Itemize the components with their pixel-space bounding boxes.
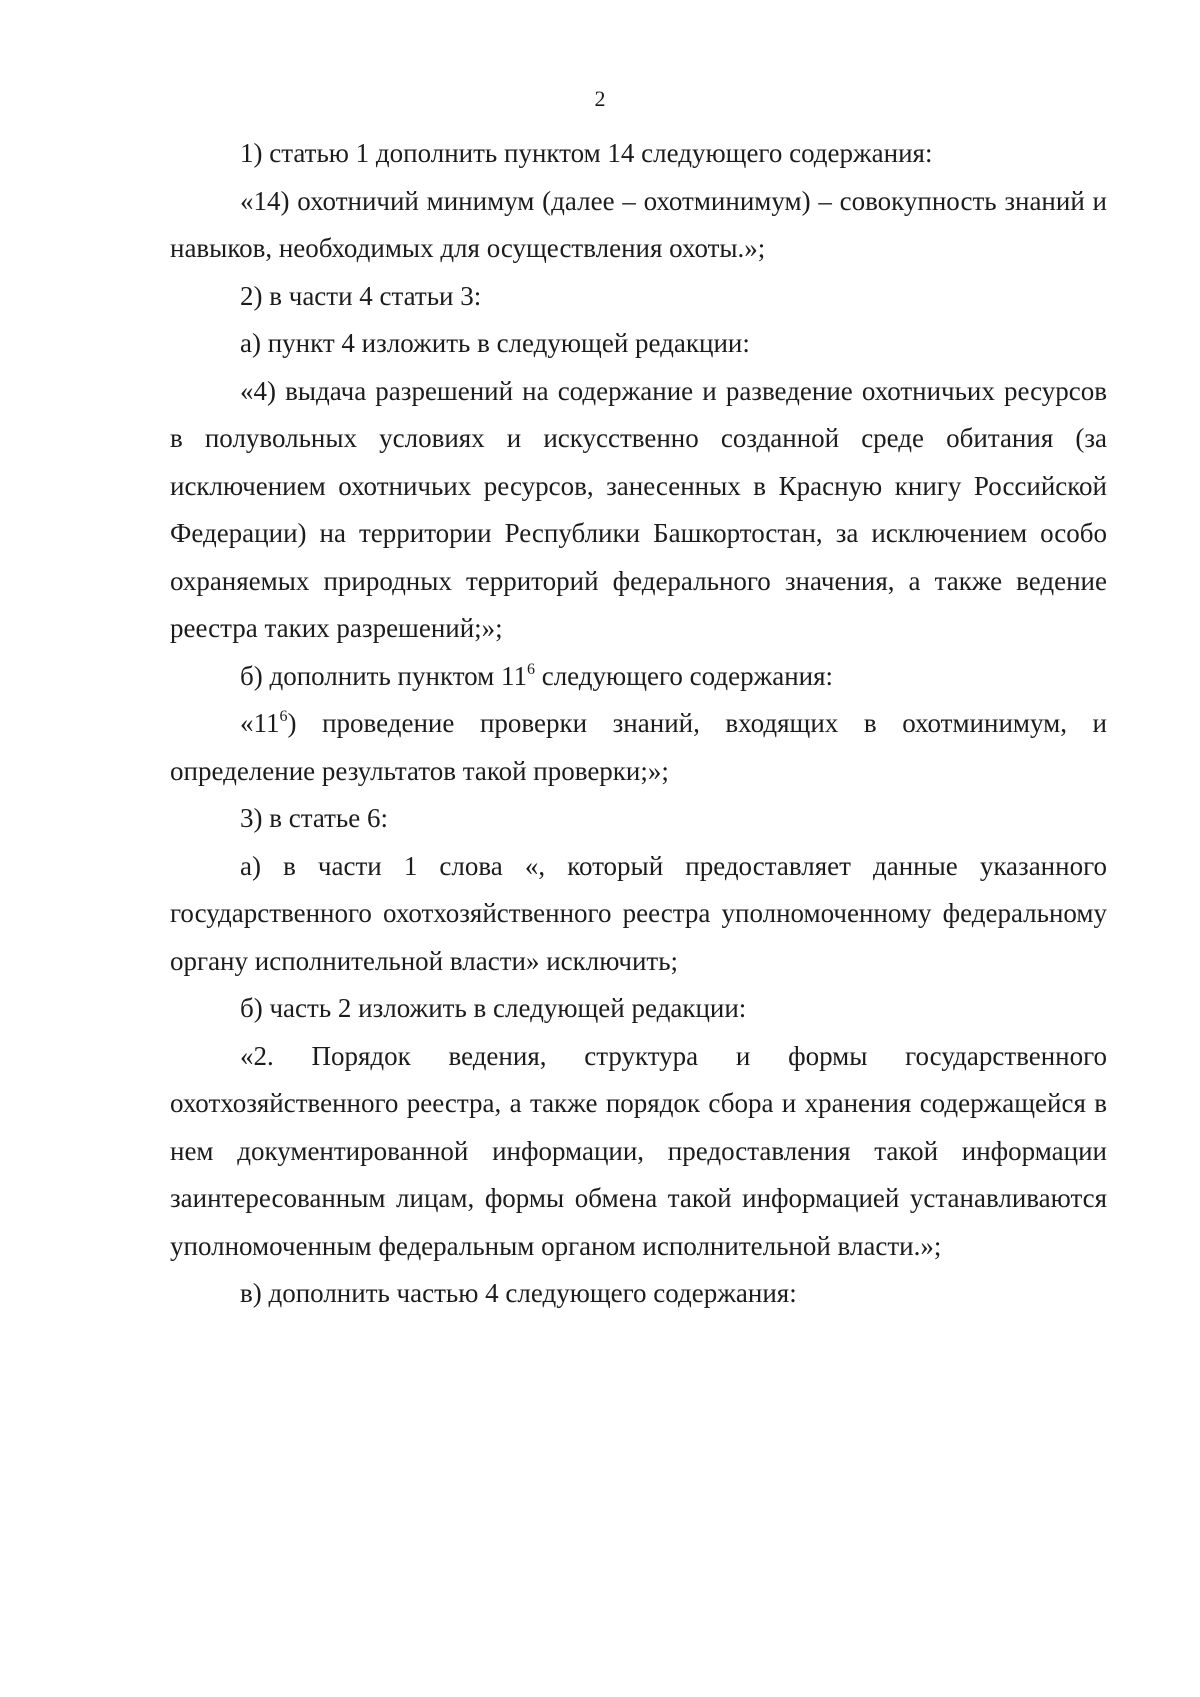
page-number: 2 bbox=[594, 86, 606, 111]
paragraph-amend-article-1: 1) статью 1 дополнить пунктом 14 следующего содержания: bbox=[240, 138, 933, 168]
paragraph-article-6-part-1: а) в части 1 слова «, который предоставляет данные указанного государственного охотхозяйственного реестра уполномоченному федеральному органу исполнительной власти» исключить; bbox=[170, 850, 1107, 976]
superscript: 6 bbox=[526, 660, 535, 678]
paragraph-part: следующего содержания: bbox=[534, 660, 834, 691]
paragraph-point-14-definition: «14) охотничий минимум (далее – охотминимум) – совокупность знаний и навыков, необходимых для осуществления охоты.»; bbox=[170, 185, 1107, 263]
paragraph-article-6-part-2-text: «2. Порядок ведения, структура и формы государственного охотхозяйственного реестра, а также порядок сбора и хранения содержащейся в нем документированной информации, предоставления такой информации заинтересованным лицам, формы обмена такой информацией устанавливаются уполномоченным федеральным органом исполнительной власти.»; bbox=[170, 1040, 1107, 1261]
document-body bbox=[170, 130, 1107, 1318]
paragraph-point-4-text: «4) выдача разрешений на содержание и разведение охотничьих ресурсов в полувольных условиях и искусственно созданной среде обитания (за исключением охотничьих ресурсов, занесенных в Красную книгу Российской Федерации) на территории Республики Башкортостан, за исключением особо охраняемых природных территорий федерального значения, а также ведение реестра таких разрешений;»; bbox=[170, 375, 1107, 643]
paragraph-point-4-new-wording: а) пункт 4 изложить в следующей редакции: bbox=[240, 328, 750, 358]
paragraph-point-11-6-text bbox=[170, 700, 1107, 795]
paragraph-add-part-4: в) дополнить частью 4 следующего содержания: bbox=[240, 1278, 797, 1308]
paragraph-add-point-11-6 bbox=[170, 653, 1107, 701]
paragraph-part: б) дополнить пунктом 11 bbox=[240, 660, 527, 691]
paragraph-part: «11 bbox=[240, 708, 280, 738]
paragraph-article-6-part-2-wording: б) часть 2 изложить в следующей редакции: bbox=[240, 993, 747, 1023]
paragraph-article-3-part-4: 2) в части 4 статьи 3: bbox=[240, 280, 482, 311]
superscript: 6 bbox=[279, 708, 288, 725]
paragraph-article-6: 3) в статье 6: bbox=[240, 803, 388, 833]
paragraph-part: ) проведение проверки знаний, входящих в охотминимум, и определение результатов такой проверки;»; bbox=[170, 708, 1107, 786]
